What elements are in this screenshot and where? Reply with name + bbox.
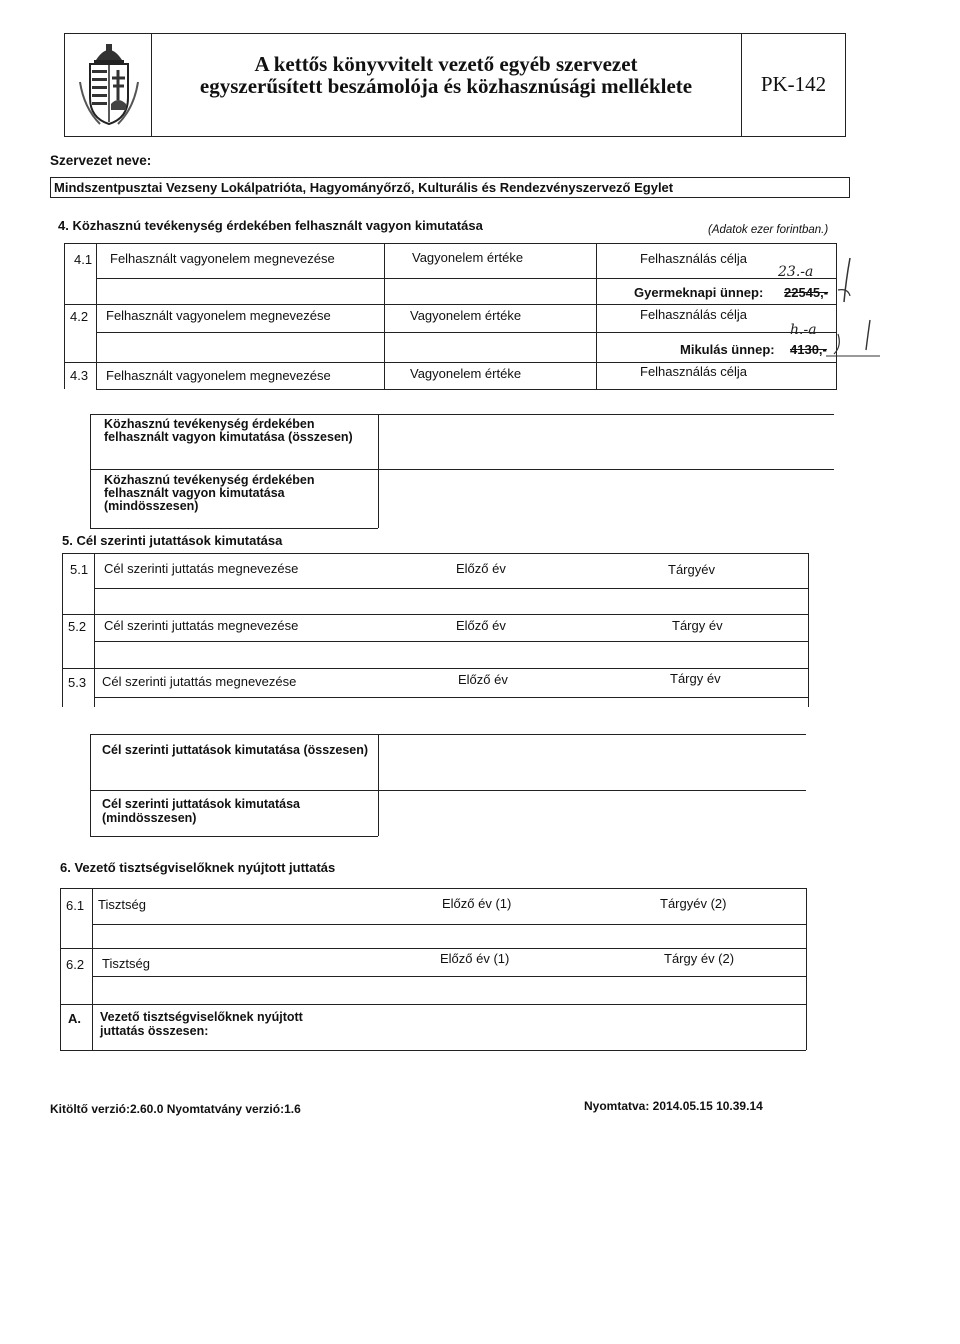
s5-row3-prev-label: Előző év [458,672,508,687]
s4-row3-mid [96,389,836,390]
s6-row2-mid [92,976,806,977]
s4-row1-value-label: Vagyonelem értéke [412,250,524,265]
s5-row3-num: 5.3 [68,675,87,690]
s6-top-line [60,888,806,889]
s6-row1-curr-label: Tárgyév (2) [660,896,727,911]
s5-row1-mid [94,588,808,589]
s5-row2-num: 5.2 [68,619,87,634]
s5-row1-num: 5.1 [70,562,89,577]
section4-unit-note: (Adatok ezer forintban.) [708,224,829,236]
s5-total-mid [90,790,806,791]
s4-row2-num: 4.2 [70,309,89,324]
s4-row1-name-label: Felhasznált vagyonelem megnevezése [110,251,335,266]
s6-row2-prev-label: Előző év (1) [440,951,510,966]
handwritten-note-1: 23.-a [778,264,814,280]
s4-row1-purpose-value: Gyermeknapi ünnep: [634,285,764,300]
s5-total-top [90,734,806,735]
handwritten-marks [820,250,880,360]
s5-grand-total-label: Cél szerinti juttatások kimutatása (mindösszesen) [102,797,300,825]
s4-row1-mid [96,278,836,279]
s4-row1-purpose-label: Felhasználás célja [640,251,747,266]
s5-row2-mid [94,641,808,642]
s5-num-divider [94,553,95,707]
s5-row1-name-label: Cél szerinti juttatás megnevezése [104,561,299,576]
s6-row2-num: 6.2 [66,957,85,972]
s5-row3-curr-label: Tárgy év [670,671,721,686]
handwritten-note-2: h.-a [790,322,817,338]
s4-row2-purpose-value: Mikulás ünnep: [680,342,775,357]
s4-row3-num: 4.3 [70,368,89,383]
s6-row1-bottom [60,948,806,949]
s6-row1-name-label: Tisztség [98,897,146,912]
s6-row2-curr-label: Tárgy év (2) [664,951,735,966]
s4-col-divider-2 [596,243,597,389]
org-name: Mindszentpusztai Vezseny Lokálpatrióta, Hagyományőrző, Kulturális és Rendezvényszervező Egylet [54,180,674,195]
s5-row3-mid [94,697,808,698]
s4-row1-num: 4.1 [74,252,93,267]
s5-row1-prev-label: Előző év [456,561,506,576]
s5-row3-name-label: Cél szerinti jutattás megnevezése [102,674,297,689]
s6-frame-left [60,888,61,1050]
s5-total-left [90,734,91,836]
s4-row2-bottom [64,362,836,363]
s4-total-divider [378,414,379,528]
s4-total-bottom [90,528,378,529]
s4-num-divider [96,243,97,389]
s6-row2-bottom [60,1004,806,1005]
s6-num-divider [92,888,93,1050]
s4-grand-total-label: Közhasznú tevékenység érdekében felhasznált vagyon kimutatása (mindösszesen) [104,473,315,513]
s5-row1-curr-label: Tárgyév [668,562,715,577]
section5-title: 5. Cél szerinti jutattások kimutatása [62,533,283,548]
form-title-line1: A kettős könyvvitelt vezető egyéb szervezet [254,52,638,76]
s6-summary-label: Vezető tisztségviselőknek nyújtott juttatás összesen: [100,1010,303,1038]
s5-row2-prev-label: Előző év [456,618,506,633]
s4-col-divider-1 [384,243,385,389]
s5-total-label: Cél szerinti juttatások kimutatása (összesen) [102,743,369,757]
s4-frame-left [64,243,65,389]
s6-row1-mid [92,924,806,925]
s5-total-bottom [90,836,378,837]
org-label: Szervezet neve: [50,153,152,168]
s5-total-divider [378,734,379,836]
s5-row2-curr-label: Tárgy év [672,618,723,633]
section4-title: 4. Közhasznú tevékenység érdekében felhasznált vagyon kimutatása [58,218,483,233]
s4-top-line [64,243,836,244]
s6-row1-prev-label: Előző év (1) [442,896,512,911]
s5-frame-left [62,553,63,707]
s5-row2-bottom [62,668,808,669]
footer-version: Kitöltő verzió:2.60.0 Nyomtatvány verzió:1.6 [50,1102,301,1116]
s4-total-left [90,414,91,528]
s4-row2-mid [96,332,836,333]
s4-total-label: Közhasznú tevékenység érdekében felhasznált vagyon kimutatása (összesen) [104,417,353,444]
s4-row1-bottom [64,304,836,305]
s6-row1-num: 6.1 [66,898,85,913]
s5-row2-name-label: Cél szerinti juttatás megnevezése [104,618,299,633]
s5-row1-bottom [62,614,808,615]
s4-row3-value-label: Vagyonelem értéke [410,366,522,381]
s4-row2-purpose-label: Felhasználás célja [640,307,747,322]
form-title-line2: egyszerűsített beszámolója és közhasznúsági melléklete [199,74,693,98]
s5-frame-right [808,553,809,707]
s4-row2-name-label: Felhasznált vagyonelem megnevezése [106,308,331,323]
s4-row2-amount: 4130,- [790,342,827,357]
s4-row1-amount: 22545,- [784,285,829,300]
s6-bottom-line [60,1050,806,1051]
section6-title: 6. Vezető tisztségviselőknek nyújtott juttatás [60,860,336,875]
s6-summary-num: A. [68,1011,81,1026]
footer-printed: Nyomtatva: 2014.05.15 10.39.14 [584,1099,763,1113]
s6-frame-right [806,888,807,1050]
s4-row3-name-label: Felhasznált vagyonelem megnevezése [106,368,331,383]
s4-total-mid [90,469,834,470]
s4-total-top [90,414,834,415]
form-code: PK-142 [760,72,827,96]
s6-row2-name-label: Tisztség [102,956,150,971]
coat-of-arms-seal [78,38,140,128]
s4-row2-value-label: Vagyonelem értéke [410,308,522,323]
s4-row3-purpose-label: Felhasználás célja [640,364,747,379]
s5-top-line [62,553,808,554]
